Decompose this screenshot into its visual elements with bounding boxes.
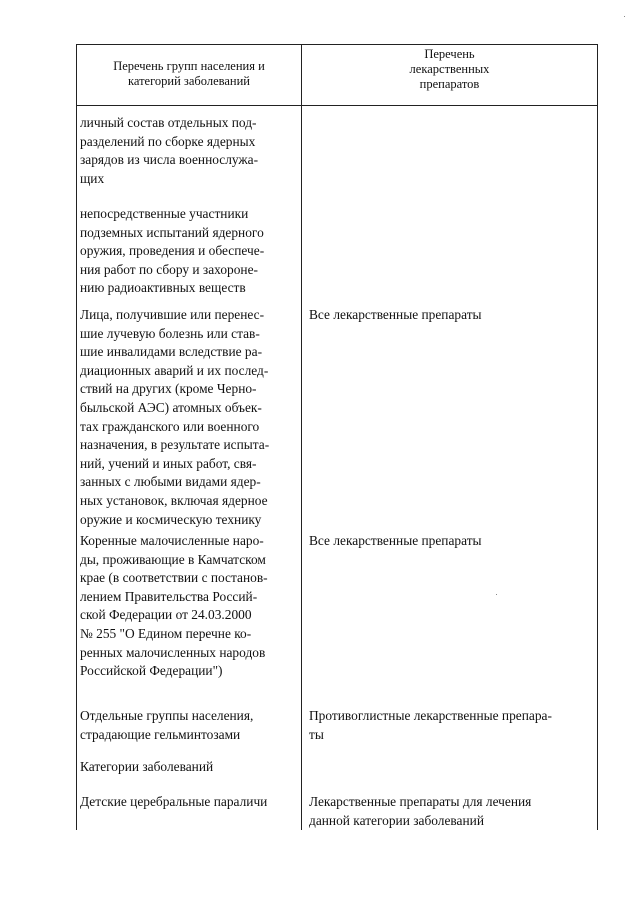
row-group-cell: Отдельные группы населения, страдающие гельминтозами (80, 708, 254, 742)
row-group-cell: Детские церебральные параличи (80, 794, 268, 809)
table-left-border (76, 44, 77, 830)
row-group-cell: Лица, получившие или перенес- шие лучевую болезнь или став- шие инвалидами вследствие ра- диационных аварий и их послед- ствий на других (кроме Черно- быльской АЭС) атомных объек- тах гражданского или военного назначения, в результате испыта- ний, учений и иных работ, свя- занных с любыми видами ядер- ных установок, включая ядерное оружие и космическую технику (80, 307, 270, 527)
scan-speck (496, 594, 497, 595)
row-group-cell: Коренные малочисленные наро- ды, проживающие в Камчатском крае (в соответствии с постанов- лением Правительства Россий- ской Федерации от 24.03.2000 № 255 "О Едином перечне ко- ренных малочисленных народов Российской Федерации") (80, 533, 268, 679)
header-groups: Перечень групп населения и категорий заболеваний (113, 59, 265, 88)
row-drugs-cell: Все лекарственные препараты (309, 533, 482, 548)
table-column-divider (301, 44, 302, 830)
row-drugs-cell: Противоглистные лекарственные препара- ты (309, 708, 552, 742)
table-header-divider (76, 105, 598, 106)
header-drugs: Перечень лекарственных препаратов (409, 47, 490, 91)
table-top-border (76, 44, 598, 45)
row-drugs-cell: Лекарственные препараты для лечения данной категории заболеваний (309, 794, 532, 828)
table-right-border (597, 44, 598, 830)
row-group-cell: непосредственные участники подземных испытаний ядерного оружия, проведения и обеспече- ния работ по сбору и захороне- нию радиоактивных веществ (80, 206, 265, 296)
row-drugs-cell: Все лекарственные препараты (309, 307, 482, 322)
row-group-cell: личный состав отдельных под- разделений по сборке ядерных зарядов из числа военнослужа- щих (80, 115, 259, 186)
scan-speck (624, 16, 625, 17)
row-group-cell: Категории заболеваний (80, 759, 214, 774)
